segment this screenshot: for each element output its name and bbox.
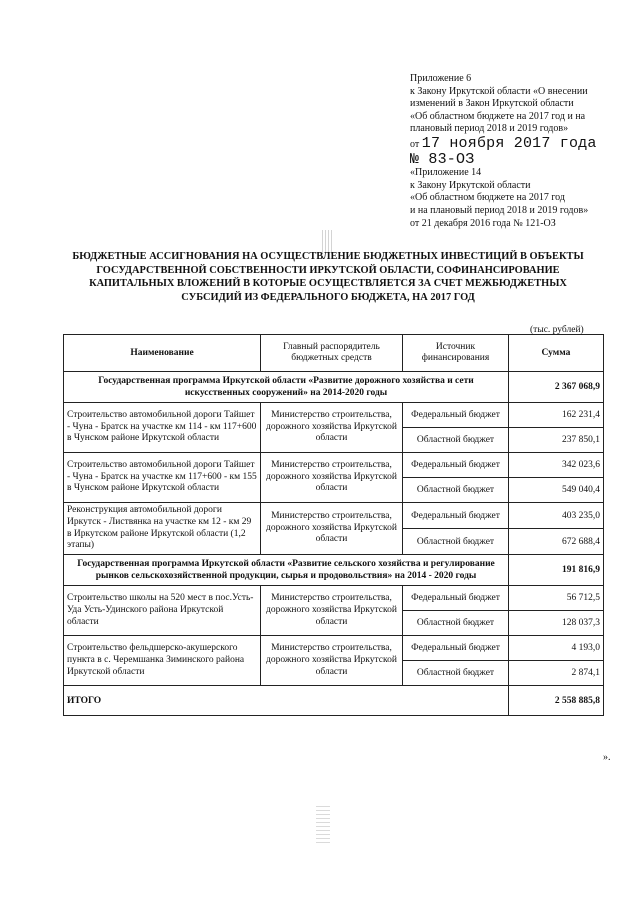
project-name: Строительство автомобильной дороги Тайшет - Чуна - Братск на участке км 117+600 - км 155 в Чунском районе Иркутской области bbox=[64, 453, 261, 503]
funding-source: Федеральный бюджет bbox=[403, 453, 509, 478]
annex-date-line bbox=[410, 136, 635, 152]
program-title: Государственная программа Иркутской области «Развитие дорожного хозяйства и сети искусственных сооружений» на 2014-2020 годы bbox=[64, 372, 509, 403]
header-name: Наименование bbox=[64, 335, 261, 372]
funding-source: Федеральный бюджет bbox=[403, 403, 509, 428]
annex-line-8: «Приложение 14 bbox=[410, 167, 482, 179]
total-label: ИТОГО bbox=[64, 686, 509, 716]
project-dept: Министерство строительства, дорожного хозяйства Иркутской области bbox=[261, 403, 403, 453]
project-row bbox=[64, 503, 604, 529]
annex-line-5: плановый период 2018 и 2019 годов» bbox=[410, 123, 569, 135]
project-name: Строительство автомобильной дороги Тайшет - Чуна - Братск на участке км 114 - км 117+600 в Чунском районе Иркутской области bbox=[64, 403, 261, 453]
annex-header bbox=[410, 73, 635, 230]
project-dept: Министерство строительства, дорожного хозяйства Иркутской области bbox=[261, 586, 403, 636]
funding-amount: 2 874,1 bbox=[509, 661, 604, 686]
annex-line-9: к Закону Иркутской области bbox=[410, 179, 531, 191]
project-name: Реконструкция автомобильной дороги Иркутск - Листвянка на участке км 12 - км 29 в Иркутском районе Иркутской области (1,2 этапы) bbox=[64, 503, 261, 555]
title-line-3: КАПИТАЛЬНЫХ ВЛОЖЕНИЙ В КОТОРЫЕ ОСУЩЕСТВЛЯЕТСЯ ЗА СЧЕТ МЕЖБЮДЖЕТНЫХ bbox=[89, 278, 567, 289]
annex-number-prefix: № bbox=[410, 150, 429, 168]
header-source: Источник финансирования bbox=[403, 335, 509, 372]
funding-amount: 237 850,1 bbox=[509, 428, 604, 453]
funding-source: Федеральный бюджет bbox=[403, 503, 509, 529]
scan-artifact bbox=[316, 803, 330, 843]
annex-number-stamp: 83-ОЗ bbox=[428, 150, 475, 168]
funding-amount: 162 231,4 bbox=[509, 403, 604, 428]
annex-line-3: изменений в Закон Иркутской области bbox=[410, 98, 574, 110]
units-label: (тыс. рублей) bbox=[530, 325, 584, 335]
project-name: Строительство школы на 520 мест в пос.Усть-Уда Усть-Удинского района Иркутской области bbox=[64, 586, 261, 636]
funding-amount: 4 193,0 bbox=[509, 636, 604, 661]
funding-source: Областной бюджет bbox=[403, 529, 509, 555]
funding-source: Федеральный бюджет bbox=[403, 586, 509, 611]
funding-source: Федеральный бюджет bbox=[403, 636, 509, 661]
annex-date-stamp: 17 ноября 2017 года bbox=[421, 134, 597, 152]
project-row bbox=[64, 636, 604, 661]
table-header-row bbox=[64, 335, 604, 372]
document-title bbox=[68, 250, 588, 304]
project-dept: Министерство строительства, дорожного хозяйства Иркутской области bbox=[261, 636, 403, 686]
program-sum: 2 367 068,9 bbox=[509, 372, 604, 403]
funding-amount: 128 037,3 bbox=[509, 611, 604, 636]
annex-line-4: «Об областном бюджете на 2017 год и на bbox=[410, 110, 586, 122]
header-sum: Сумма bbox=[509, 335, 604, 372]
program-sum: 191 816,9 bbox=[509, 555, 604, 586]
funding-amount: 56 712,5 bbox=[509, 586, 604, 611]
project-dept: Министерство строительства, дорожного хозяйства Иркутской области bbox=[261, 503, 403, 555]
program-title: Государственная программа Иркутской области «Развитие сельского хозяйства и регулирование рынков сельскохозяйственной продукции, сырья и продовольствия» на 2014 - 2020 годы bbox=[64, 555, 509, 586]
program-row bbox=[64, 555, 604, 586]
total-row bbox=[64, 686, 604, 716]
title-line-4: СУБСИДИЙ ИЗ ФЕДЕРАЛЬНОГО БЮДЖЕТА, НА 2017 ГОД bbox=[181, 291, 475, 303]
annex-line-10: «Об областном бюджете на 2017 год bbox=[410, 192, 565, 204]
funding-source: Областной бюджет bbox=[403, 611, 509, 636]
funding-source: Областной бюджет bbox=[403, 661, 509, 686]
funding-amount: 549 040,4 bbox=[509, 478, 604, 503]
annex-line-12: от 21 декабря 2016 года № 121-ОЗ bbox=[410, 217, 556, 229]
budget-table bbox=[63, 334, 604, 716]
program-row bbox=[64, 372, 604, 403]
project-row bbox=[64, 453, 604, 478]
project-row bbox=[64, 403, 604, 428]
annex-line-11: и на плановый период 2018 и 2019 годов» bbox=[410, 204, 589, 216]
total-sum: 2 558 885,8 bbox=[509, 686, 604, 716]
project-row bbox=[64, 586, 604, 611]
title-line-1: БЮДЖЕТНЫЕ АССИГНОВАНИЯ НА ОСУЩЕСТВЛЕНИЕ БЮДЖЕТНЫХ ИНВЕСТИЦИЙ В ОБЪЕКТЫ bbox=[72, 251, 584, 262]
annex-line-1: Приложение 6 bbox=[410, 73, 472, 84]
funding-amount: 342 023,6 bbox=[509, 453, 604, 478]
funding-amount: 672 688,4 bbox=[509, 529, 604, 555]
closing-quote: ». bbox=[603, 752, 611, 763]
annex-date-prefix: от bbox=[410, 138, 422, 150]
header-dept: Главный распорядитель бюджетных средств bbox=[261, 335, 403, 372]
title-line-2: ГОСУДАРСТВЕННОЙ СОБСТВЕННОСТИ ИРКУТСКОЙ ОБЛАСТИ, СОФИНАНСИРОВАНИЕ bbox=[96, 264, 560, 276]
funding-amount: 403 235,0 bbox=[509, 503, 604, 529]
project-dept: Министерство строительства, дорожного хозяйства Иркутской области bbox=[261, 453, 403, 503]
funding-source: Областной бюджет bbox=[403, 428, 509, 453]
annex-line-2: к Закону Иркутской области «О внесении bbox=[410, 85, 588, 97]
annex-number-line bbox=[410, 152, 635, 168]
funding-source: Областной бюджет bbox=[403, 478, 509, 503]
project-name: Строительство фельдшерско-акушерского пункта в с. Черемшанка Зиминского района Иркутской области bbox=[64, 636, 261, 686]
